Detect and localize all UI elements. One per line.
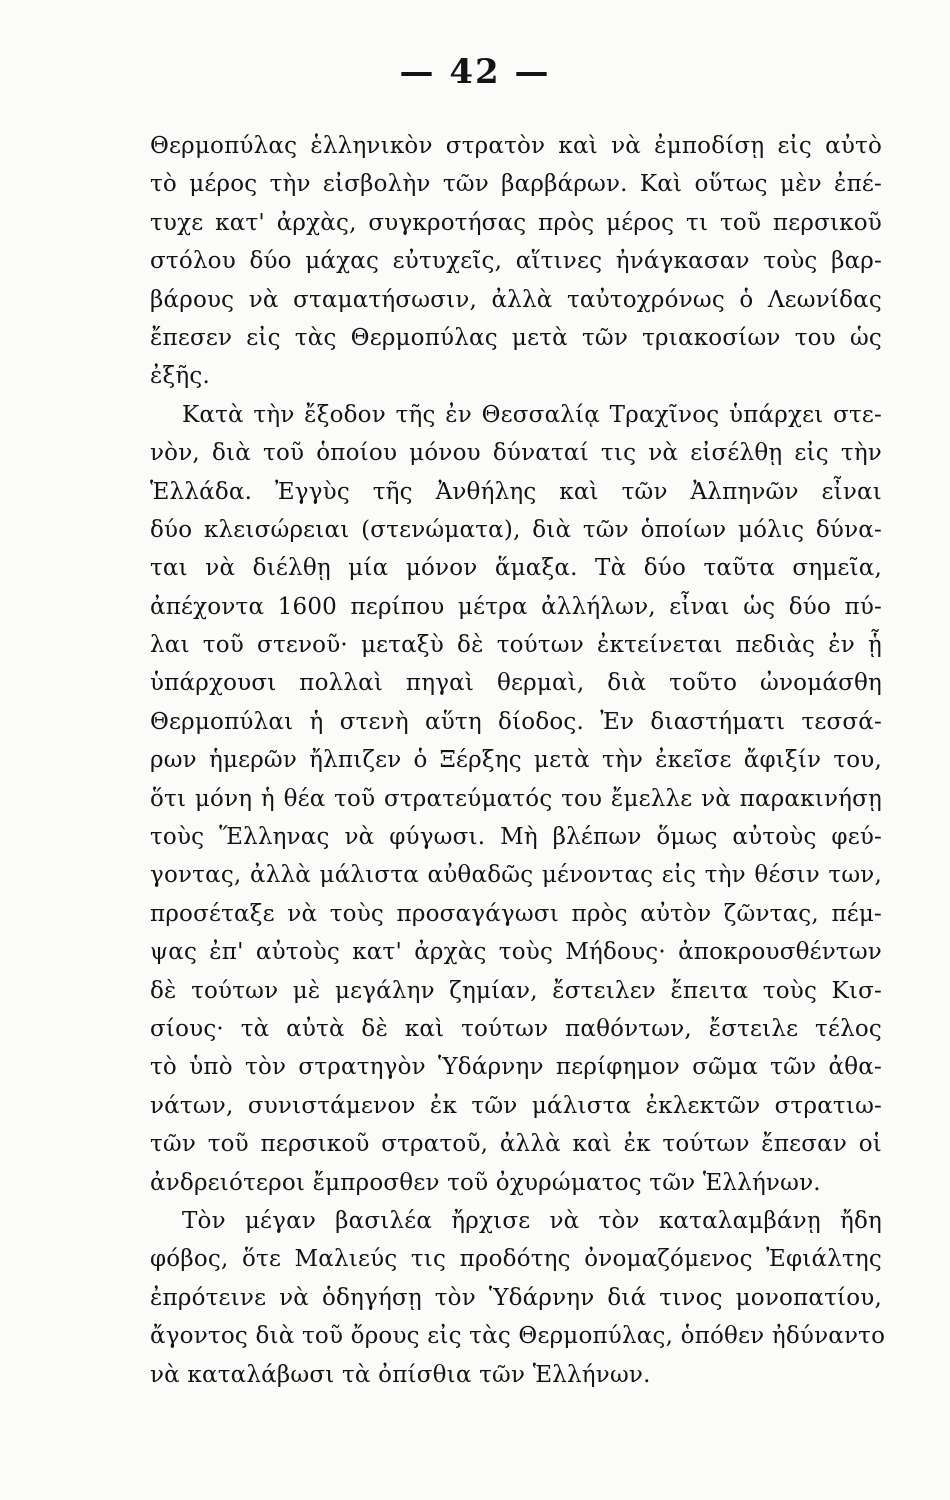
text-line: φόβος, ὅτε Μαλιεύς τις προδότης ὀνομαζόμενος Ἐφιάλτης	[150, 1246, 882, 1273]
text-line: τὸ ὑπὸ τὸν στρατηγὸν Ὑδάρνην περίφημον σῶμα τῶν ἀθα-	[150, 1054, 882, 1081]
text-line: τοὺς Ἕλληνας νὰ φύγωσι. Μὴ βλέπων ὅμως αὐτοὺς φεύ-	[150, 824, 882, 851]
text-line: νὸν, διὰ τοῦ ὁποίου μόνου δύναταί τις νὰ εἰσέλθῃ εἰς τὴν	[150, 440, 882, 467]
text-line: προσέταξε νὰ τοὺς προσαγάγωσι πρὸς αὐτὸν ζῶντας, πέμ-	[150, 900, 882, 927]
text-line: ἀνδρειότεροι ἔμπροσθεν τοῦ ὀχυρώματος τῶν Ἑλλήνων.	[150, 1169, 821, 1196]
text-line: ἐπρότεινε νὰ ὁδηγήσῃ τὸν Ὑδάρνην διά τινος μονοπατίου,	[150, 1284, 882, 1311]
text-line: τῶν τοῦ περσικοῦ στρατοῦ, ἀλλὰ καὶ ἐκ τούτων ἔπεσαν οἱ	[150, 1131, 882, 1158]
text-line: δὲ τούτων μὲ μεγάλην ζημίαν, ἔστειλεν ἔπειτα τοὺς Κισ-	[150, 977, 882, 1004]
text-line: σίους· τὰ αὐτὰ δὲ καὶ τούτων παθόντων, ἔστειλε τέλος	[150, 1015, 882, 1042]
text-line: Ἑλλάδα. Ἐγγὺς τῆς Ἀνθήλης καὶ τῶν Ἀλπηνῶν εἶναι	[150, 478, 882, 505]
text-line: Θερμοπύλαι ἡ στενὴ αὕτη δίοδος. Ἐν διαστήματι τεσσά-	[150, 708, 882, 735]
text-line: ται νὰ διέλθῃ μία μόνον ἅμαξα. Τὰ δύο ταῦτα σημεῖα,	[150, 555, 882, 582]
page-body-text	[150, 127, 886, 1394]
text-line: ρων ἡμερῶν ἤλπιζεν ὁ Ξέρξης μετὰ τὴν ἐκεῖσε ἄφιξίν του,	[150, 747, 882, 774]
text-line: τὸ μέρος τὴν εἰσβολὴν τῶν βαρβάρων. Καὶ οὕτως μὲν ἐπέ-	[150, 171, 882, 198]
text-line: ἄγοντος διὰ τοῦ ὄρους εἰς τὰς Θερμοπύλας, ὁπόθεν ἠδύναντο	[150, 1323, 886, 1350]
text-line: δύο κλεισώρειαι (στενώματα), διὰ τῶν ὁποίων μόλις δύνα-	[150, 516, 882, 543]
text-line: νὰ καταλάβωσι τὰ ὀπίσθια τῶν Ἑλλήνων.	[150, 1361, 651, 1388]
text-line: Θερμοπύλας ἑλληνικὸν στρατὸν καὶ νὰ ἐμποδίσῃ εἰς αὐτὸ	[150, 133, 882, 159]
text-line: λαι τοῦ στενοῦ· μεταξὺ δὲ τούτων ἐκτείνεται πεδιὰς ἐν ᾗ	[150, 632, 882, 659]
text-line: ἀπέχοντα 1600 περίπου μέτρα ἀλλήλων, εἶναι ὡς δύο πύ-	[150, 593, 882, 620]
paragraph-first-line: Κατὰ τὴν ἔξοδον τῆς ἐν Θεσσαλίᾳ Τραχῖνος ὑπάρχει στε-	[182, 401, 882, 428]
text-line: ψας ἐπ' αὐτοὺς κατ' ἀρχὰς τοὺς Μήδους· ἀποκρουσθέντων	[150, 939, 882, 966]
paragraph-first-line: Τὸν μέγαν βασιλέα ἤρχισε νὰ τὸν καταλαμβάνῃ ἤδη	[182, 1207, 882, 1234]
text-line: γοντας, ἀλλὰ μάλιστα αὐθαδῶς μένοντας εἰς τὴν θέσιν των,	[150, 862, 882, 889]
text-line: βάρους νὰ σταματήσωσιν, ἀλλὰ ταὐτοχρόνως ὁ Λεωνίδας	[150, 286, 882, 313]
text-line: ἔπεσεν εἰς τὰς Θερμοπύλας μετὰ τῶν τριακοσίων του ὡς	[150, 324, 882, 351]
text-line: ὅτι μόνη ἡ θέα τοῦ στρατεύματός του ἔμελλε νὰ παρακινήσῃ	[150, 785, 882, 812]
text-line: ἐξῆς.	[150, 363, 210, 390]
text-line: τυχε κατ' ἀρχὰς, συγκροτήσας πρὸς μέρος τι τοῦ περσικοῦ	[150, 209, 882, 236]
text-line: ὑπάρχουσι πολλαὶ πηγαὶ θερμαὶ, διὰ τοῦτο ὠνομάσθη	[150, 670, 882, 697]
text-line: στόλου δύο μάχας εὐτυχεῖς, αἵτινες ἠνάγκασαν τοὺς βαρ-	[150, 248, 882, 275]
page-number: — 42 —	[399, 52, 551, 92]
text-line: νάτων, συνιστάμενον ἐκ τῶν μάλιστα ἐκλεκτῶν στρατιω-	[150, 1092, 882, 1119]
